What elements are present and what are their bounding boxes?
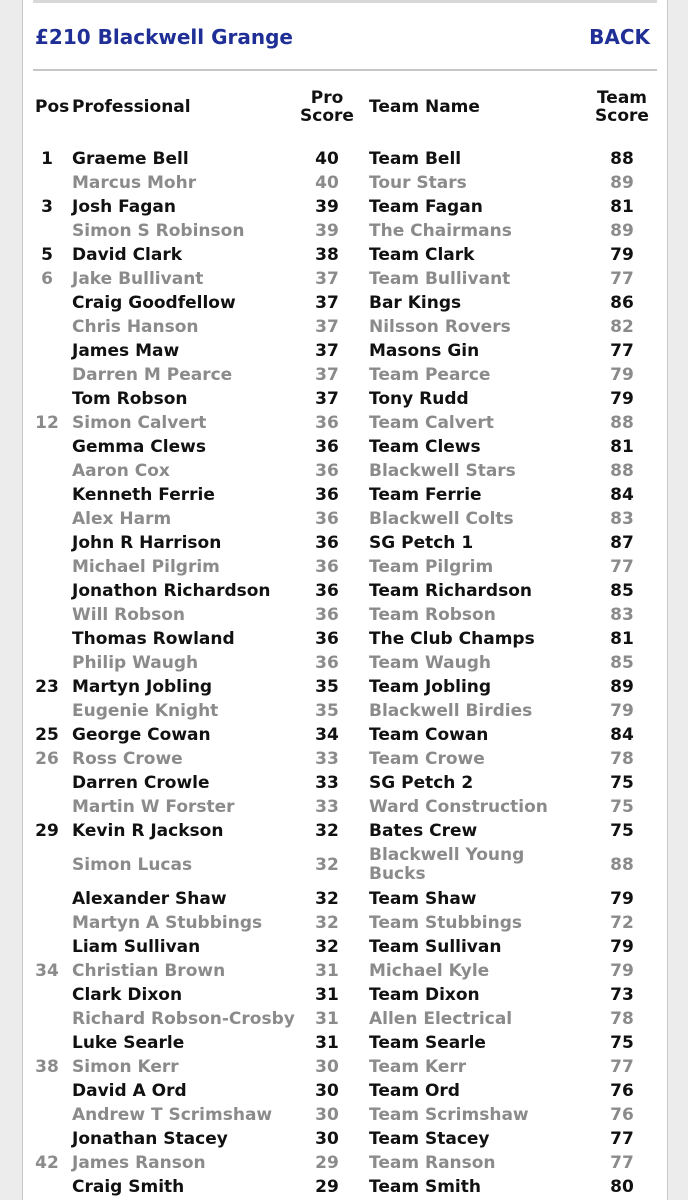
team-score-cell: 85 [610, 653, 634, 673]
professional-cell: Graeme Bell [72, 149, 189, 169]
table-row[interactable] [23, 243, 667, 267]
professional-cell: Ross Crowe [72, 749, 183, 769]
team-score-cell: 85 [610, 581, 634, 601]
team-score-cell: 76 [610, 1081, 634, 1101]
professional-cell: Simon Calvert [72, 413, 207, 433]
team-name-cell: Team Crowe [369, 749, 485, 769]
team-name-cell: Team Smith [369, 1177, 481, 1197]
table-row[interactable] [23, 1175, 667, 1199]
team-score-cell: 75 [610, 797, 634, 817]
professional-cell: Alexander Shaw [72, 889, 227, 909]
pro-score-cell: 37 [315, 269, 339, 289]
pro-score-cell: 36 [315, 533, 339, 553]
table-row[interactable] [23, 1031, 667, 1055]
team-score-cell: 81 [610, 437, 634, 457]
pro-score-cell: 37 [315, 317, 339, 337]
professional-cell: James Maw [72, 341, 180, 361]
col-header-team-score-line1: Team [596, 88, 648, 108]
table-row[interactable] [23, 651, 667, 675]
team-name-cell: Team Searle [369, 1033, 486, 1053]
team-name-cell: Team Cowan [369, 725, 489, 745]
team-name-cell: Bar Kings [369, 293, 462, 313]
leaderboard-card [22, 0, 668, 1200]
team-name-cell: Team Scrimshaw [369, 1105, 529, 1125]
team-score-cell: 84 [610, 485, 634, 505]
pro-score-cell: 40 [315, 149, 339, 169]
table-row[interactable] [23, 1151, 667, 1175]
team-name-cell: Team Kerr [369, 1057, 467, 1077]
table-row[interactable] [23, 911, 667, 935]
table-row[interactable] [23, 147, 667, 171]
team-name-cell: Blackwell Colts [369, 509, 514, 529]
pro-score-cell: 30 [315, 1129, 339, 1149]
team-name-cell: Nilsson Rovers [369, 317, 511, 337]
table-row[interactable] [23, 267, 667, 291]
team-name-cell: Tony Rudd [369, 389, 469, 409]
team-score-cell: 88 [610, 149, 634, 169]
table-row[interactable] [23, 531, 667, 555]
team-name-cell: Team Ranson [369, 1153, 496, 1173]
team-score-cell: 80 [610, 1177, 634, 1197]
professional-cell: Craig Goodfellow [72, 293, 236, 313]
professional-cell: Kenneth Ferrie [72, 485, 215, 505]
table-row[interactable] [23, 723, 667, 747]
position-cell: 1 [41, 149, 53, 169]
position-cell: 12 [35, 413, 59, 433]
table-row[interactable] [23, 1007, 667, 1031]
professional-cell: George Cowan [72, 725, 211, 745]
pro-score-cell: 38 [315, 245, 339, 265]
table-header [23, 87, 667, 127]
professional-cell: Simon Kerr [72, 1057, 179, 1077]
team-name-cell: The Club Champs [369, 629, 535, 649]
pro-score-cell: 29 [315, 1153, 339, 1173]
position-cell: 25 [35, 725, 59, 745]
professional-cell: Tom Robson [72, 389, 188, 409]
professional-cell: Will Robson [72, 605, 185, 625]
team-score-cell: 73 [610, 985, 634, 1005]
professional-cell: Gemma Clews [72, 437, 206, 457]
page-title: £210 Blackwell Grange [35, 25, 293, 49]
pro-score-cell: 40 [315, 173, 339, 193]
team-name-cell: The Chairmans [369, 221, 512, 241]
team-score-cell: 89 [610, 677, 634, 697]
professional-cell: Jonathon Richardson [72, 581, 271, 601]
team-name-cell: Team Ferrie [369, 485, 482, 505]
col-header-pos: Pos [35, 97, 70, 117]
team-name-cell: Team Pearce [369, 365, 491, 385]
table-row[interactable] [23, 983, 667, 1007]
team-score-cell: 89 [610, 221, 634, 241]
professional-cell: Josh Fagan [72, 197, 176, 217]
pro-score-cell: 36 [315, 413, 339, 433]
team-name-cell: Team Jobling [369, 677, 492, 697]
professional-cell: Jake Bullivant [72, 269, 204, 289]
team-name-cell: Ward Construction [369, 797, 548, 817]
table-row[interactable] [23, 675, 667, 699]
team-name-cell: Team Ord [369, 1081, 460, 1101]
pro-score-cell: 32 [315, 821, 339, 841]
team-name-cell: Michael Kyle [369, 961, 490, 981]
team-score-cell: 87 [610, 533, 634, 553]
col-header-professional: Professional [72, 97, 191, 117]
team-score-cell: 78 [610, 749, 634, 769]
professional-cell: Eugenie Knight [72, 701, 219, 721]
pro-score-cell: 37 [315, 389, 339, 409]
professional-cell: Craig Smith [72, 1177, 185, 1197]
pro-score-cell: 29 [315, 1177, 339, 1197]
pro-score-cell: 36 [315, 485, 339, 505]
team-score-cell: 84 [610, 725, 634, 745]
back-button[interactable]: BACK [589, 25, 650, 49]
team-name-cell: Blackwell Young Bucks [369, 845, 525, 884]
pro-score-cell: 39 [315, 197, 339, 217]
team-score-cell: 88 [610, 413, 634, 433]
professional-cell: Liam Sullivan [72, 937, 201, 957]
professional-cell: Thomas Rowland [72, 629, 235, 649]
professional-cell: Christian Brown [72, 961, 226, 981]
leaderboard-rows [23, 147, 667, 1199]
pro-score-cell: 32 [315, 855, 339, 875]
table-row[interactable] [23, 959, 667, 983]
professional-cell: Darren Crowle [72, 773, 210, 793]
table-row[interactable] [23, 387, 667, 411]
professional-cell: David A Ord [72, 1081, 187, 1101]
professional-cell: Marcus Mohr [72, 173, 197, 193]
pro-score-cell: 31 [315, 985, 339, 1005]
pro-score-cell: 36 [315, 653, 339, 673]
pro-score-cell: 35 [315, 701, 339, 721]
col-header-team-score [593, 89, 651, 125]
position-cell: 5 [41, 245, 53, 265]
team-name-cell: Blackwell Stars [369, 461, 516, 481]
team-score-cell: 77 [610, 557, 634, 577]
team-name-cell: Team Clews [369, 437, 481, 457]
team-score-cell: 89 [610, 173, 634, 193]
professional-cell: David Clark [72, 245, 183, 265]
pro-score-cell: 37 [315, 341, 339, 361]
professional-cell: Darren M Pearce [72, 365, 233, 385]
table-row[interactable] [23, 459, 667, 483]
team-score-cell: 75 [610, 1033, 634, 1053]
team-name-cell: SG Petch 2 [369, 773, 474, 793]
table-row[interactable] [23, 1079, 667, 1103]
professional-cell: Simon Lucas [72, 855, 193, 875]
pro-score-cell: 31 [315, 1009, 339, 1029]
position-cell: 3 [41, 197, 53, 217]
pro-score-cell: 30 [315, 1081, 339, 1101]
top-divider [33, 0, 657, 3]
team-score-cell: 86 [610, 293, 634, 313]
team-score-cell: 76 [610, 1105, 634, 1125]
team-score-cell: 79 [610, 245, 634, 265]
pro-score-cell: 30 [315, 1057, 339, 1077]
team-name-cell: Team Shaw [369, 889, 477, 909]
table-row[interactable] [23, 291, 667, 315]
col-header-team-score-line2: Score [595, 106, 649, 126]
table-row[interactable] [23, 935, 667, 959]
team-name-cell: Team Dixon [369, 985, 480, 1005]
team-score-cell: 77 [610, 269, 634, 289]
pro-score-cell: 32 [315, 913, 339, 933]
professional-cell: Martyn A Stubbings [72, 913, 263, 933]
table-row[interactable] [23, 771, 667, 795]
professional-cell: Jonathan Stacey [72, 1129, 228, 1149]
pro-score-cell: 31 [315, 1033, 339, 1053]
team-name-cell: Team Richardson [369, 581, 532, 601]
team-score-cell: 79 [610, 701, 634, 721]
team-score-cell: 88 [610, 855, 634, 875]
professional-cell: Alex Harm [72, 509, 172, 529]
pro-score-cell: 32 [315, 889, 339, 909]
table-row[interactable] [23, 219, 667, 243]
team-score-cell: 81 [610, 629, 634, 649]
position-cell: 23 [35, 677, 59, 697]
team-name-cell: Tour Stars [369, 173, 467, 193]
pro-score-cell: 35 [315, 677, 339, 697]
table-row[interactable] [23, 887, 667, 911]
professional-cell: Martin W Forster [72, 797, 235, 817]
table-row[interactable] [23, 843, 667, 887]
col-header-pro-score-line1: Pro [310, 88, 344, 108]
team-name-cell: Masons Gin [369, 341, 480, 361]
team-score-cell: 78 [610, 1009, 634, 1029]
pro-score-cell: 33 [315, 773, 339, 793]
professional-cell: Kevin R Jackson [72, 821, 224, 841]
table-row[interactable] [23, 339, 667, 363]
team-score-cell: 82 [610, 317, 634, 337]
professional-cell: Michael Pilgrim [72, 557, 220, 577]
table-row[interactable] [23, 795, 667, 819]
position-cell: 29 [35, 821, 59, 841]
pro-score-cell: 30 [315, 1105, 339, 1125]
pro-score-cell: 33 [315, 749, 339, 769]
table-row[interactable] [23, 171, 667, 195]
team-score-cell: 79 [610, 389, 634, 409]
pro-score-cell: 37 [315, 293, 339, 313]
col-header-pro-score-line2: Score [300, 106, 354, 126]
team-score-cell: 79 [610, 889, 634, 909]
team-score-cell: 77 [610, 1129, 634, 1149]
table-row[interactable] [23, 603, 667, 627]
pro-score-cell: 36 [315, 629, 339, 649]
pro-score-cell: 36 [315, 461, 339, 481]
table-row[interactable] [23, 1055, 667, 1079]
pro-score-cell: 34 [315, 725, 339, 745]
table-row[interactable] [23, 1127, 667, 1151]
pro-score-cell: 36 [315, 557, 339, 577]
team-score-cell: 75 [610, 773, 634, 793]
team-score-cell: 83 [610, 509, 634, 529]
pro-score-cell: 39 [315, 221, 339, 241]
professional-cell: Richard Robson-Crosby [72, 1009, 295, 1029]
professional-cell: Chris Hanson [72, 317, 199, 337]
team-name-cell: Bates Crew [369, 821, 478, 841]
table-row[interactable] [23, 579, 667, 603]
position-cell: 38 [35, 1057, 59, 1077]
pro-score-cell: 36 [315, 509, 339, 529]
professional-cell: James Ranson [72, 1153, 206, 1173]
professional-cell: John R Harrison [72, 533, 222, 553]
team-name-cell: Team Bell [369, 149, 462, 169]
professional-cell: Andrew T Scrimshaw [72, 1105, 273, 1125]
team-score-cell: 77 [610, 341, 634, 361]
team-score-cell: 79 [610, 365, 634, 385]
team-score-cell: 79 [610, 937, 634, 957]
position-cell: 26 [35, 749, 59, 769]
team-name-cell: Blackwell Birdies [369, 701, 533, 721]
col-header-team-name: Team Name [369, 97, 480, 117]
pro-score-cell: 32 [315, 937, 339, 957]
pro-score-cell: 33 [315, 797, 339, 817]
header-divider [33, 69, 657, 71]
team-name-cell: Team Bullivant [369, 269, 511, 289]
pro-score-cell: 36 [315, 437, 339, 457]
pro-score-cell: 36 [315, 605, 339, 625]
team-name-cell: SG Petch 1 [369, 533, 474, 553]
professional-cell: Luke Searle [72, 1033, 185, 1053]
team-score-cell: 83 [610, 605, 634, 625]
table-row[interactable] [23, 435, 667, 459]
position-cell: 34 [35, 961, 59, 981]
professional-cell: Aaron Cox [72, 461, 170, 481]
table-row[interactable] [23, 315, 667, 339]
professional-cell: Martyn Jobling [72, 677, 213, 697]
position-cell: 42 [35, 1153, 59, 1173]
pro-score-cell: 36 [315, 581, 339, 601]
team-name-cell: Team Stubbings [369, 913, 522, 933]
table-row[interactable] [23, 363, 667, 387]
team-score-cell: 75 [610, 821, 634, 841]
team-name-cell: Team Sullivan [369, 937, 502, 957]
professional-cell: Philip Waugh [72, 653, 199, 673]
team-name-cell: Allen Electrical [369, 1009, 513, 1029]
table-row[interactable] [23, 699, 667, 723]
team-score-cell: 81 [610, 197, 634, 217]
table-row[interactable] [23, 411, 667, 435]
team-score-cell: 77 [610, 1153, 634, 1173]
team-score-cell: 88 [610, 461, 634, 481]
team-name-cell: Team Calvert [369, 413, 494, 433]
table-row[interactable] [23, 507, 667, 531]
team-name-cell: Team Robson [369, 605, 496, 625]
team-name-cell: Team Pilgrim [369, 557, 494, 577]
team-name-cell: Team Stacey [369, 1129, 490, 1149]
pro-score-cell: 37 [315, 365, 339, 385]
team-score-cell: 72 [610, 913, 634, 933]
team-name-cell: Team Waugh [369, 653, 491, 673]
position-cell: 6 [41, 269, 53, 289]
col-header-pro-score [299, 89, 355, 125]
table-row[interactable] [23, 555, 667, 579]
table-row[interactable] [23, 627, 667, 651]
professional-cell: Clark Dixon [72, 985, 183, 1005]
table-row[interactable] [23, 819, 667, 843]
team-name-cell: Team Clark [369, 245, 475, 265]
team-score-cell: 77 [610, 1057, 634, 1077]
professional-cell: Simon S Robinson [72, 221, 245, 241]
team-name-cell: Team Fagan [369, 197, 483, 217]
table-row[interactable] [23, 195, 667, 219]
table-row[interactable] [23, 747, 667, 771]
table-row[interactable] [23, 483, 667, 507]
team-score-cell: 79 [610, 961, 634, 981]
pro-score-cell: 31 [315, 961, 339, 981]
table-row[interactable] [23, 1103, 667, 1127]
